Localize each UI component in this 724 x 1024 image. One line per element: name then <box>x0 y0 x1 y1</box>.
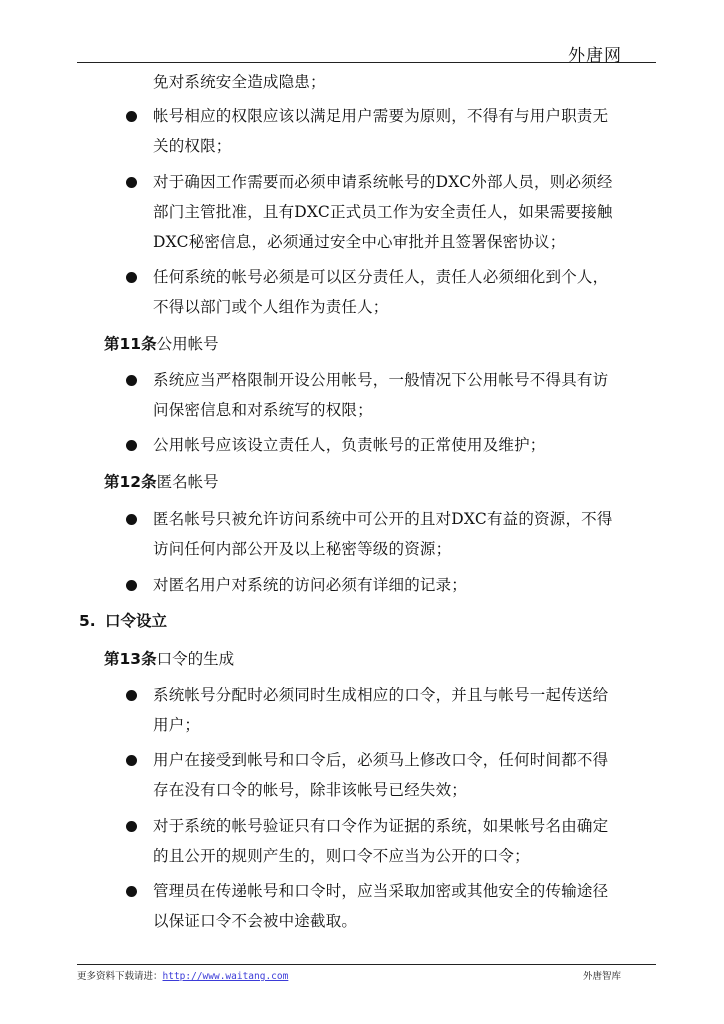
bullet-icon <box>126 375 137 386</box>
bullet-icon <box>126 886 137 897</box>
article-title: 口令的生成 <box>156 650 235 668</box>
list-item-cont: 以保证口令不会被中途截取。 <box>153 912 358 930</box>
list-item: 对于系统的帐号验证只有口令作为证据的系统，如果帐号名由确定 <box>153 817 609 835</box>
header-divider <box>77 62 656 63</box>
bullet-icon <box>126 177 137 188</box>
bullet-icon <box>126 580 137 591</box>
list-item-cont: 存在没有口令的帐号，除非该帐号已经失效； <box>153 781 468 799</box>
list-item-cont: 用户； <box>153 716 201 734</box>
list-item-cont: DXC秘密信息，必须通过安全中心审批并且签署保密协议； <box>153 233 566 251</box>
list-item: 对于确因工作需要而必须申请系统帐号的DXC外部人员，则必须经 <box>153 173 613 191</box>
article-11-heading <box>104 332 219 354</box>
continuation-text: 免对系统安全造成隐患； <box>153 73 326 91</box>
list-item-cont: 的且公开的规则产生的，则口令不应当为公开的口令； <box>153 847 530 865</box>
bullet-icon <box>126 272 137 283</box>
list-item: 公用帐号应该设立责任人，负责帐号的正常使用及维护； <box>153 436 546 454</box>
list-item: 管理员在传递帐号和口令时，应当采取加密或其他安全的传输途径 <box>153 882 609 900</box>
footer-website-link[interactable]: http://www.waitang.com <box>162 971 289 982</box>
article-title: 公用帐号 <box>156 335 219 353</box>
bullet-icon <box>126 514 137 525</box>
footer-divider <box>77 964 656 965</box>
article-12-heading <box>104 470 219 492</box>
page-header-site-name: 外唐网 <box>568 46 622 66</box>
list-item: 系统帐号分配时必须同时生成相应的口令，并且与帐号一起传送给 <box>153 686 609 704</box>
list-item-cont: 问保密信息和对系统写的权限； <box>153 401 373 419</box>
bullet-icon <box>126 755 137 766</box>
footer-download-text <box>77 968 288 982</box>
list-item: 用户在接受到帐号和口令后，必须马上修改口令，任何时间都不得 <box>153 751 609 769</box>
list-item: 帐号相应的权限应该以满足用户需要为原则，不得有与用户职责无 <box>153 107 609 125</box>
article-number: 第12条 <box>104 473 157 491</box>
article-number: 第11条 <box>104 335 157 353</box>
list-item-cont: 访问任何内部公开及以上秘密等级的资源； <box>153 540 452 558</box>
bullet-icon <box>126 440 137 451</box>
bullet-icon <box>126 690 137 701</box>
section-number: 5. <box>79 612 96 630</box>
list-item: 对匿名用户对系统的访问必须有详细的记录； <box>153 576 468 594</box>
article-13-heading <box>104 647 234 669</box>
footer-brand: 外唐智库 <box>583 971 622 982</box>
list-item: 系统应当严格限制开设公用帐号，一般情况下公用帐号不得具有访 <box>153 371 609 389</box>
bullet-icon <box>126 821 137 832</box>
list-item-cont: 关的权限； <box>153 137 232 155</box>
list-item: 任何系统的帐号必须是可以区分责任人，责任人必须细化到个人， <box>153 268 609 286</box>
bullet-icon <box>126 111 137 122</box>
list-item: 匿名帐号只被允许访问系统中可公开的且对DXC有益的资源，不得 <box>153 510 613 528</box>
footer-prefix: 更多资料下载请进： <box>77 971 163 982</box>
list-item-cont: 部门主管批准，且有DXC正式员工作为安全责任人，如果需要接触 <box>153 203 613 221</box>
section-title: 口令设立 <box>105 612 168 630</box>
article-number: 第13条 <box>104 650 157 668</box>
article-title: 匿名帐号 <box>156 473 219 491</box>
list-item-cont: 不得以部门或个人组作为责任人； <box>153 298 389 316</box>
section-5-heading <box>79 609 167 631</box>
